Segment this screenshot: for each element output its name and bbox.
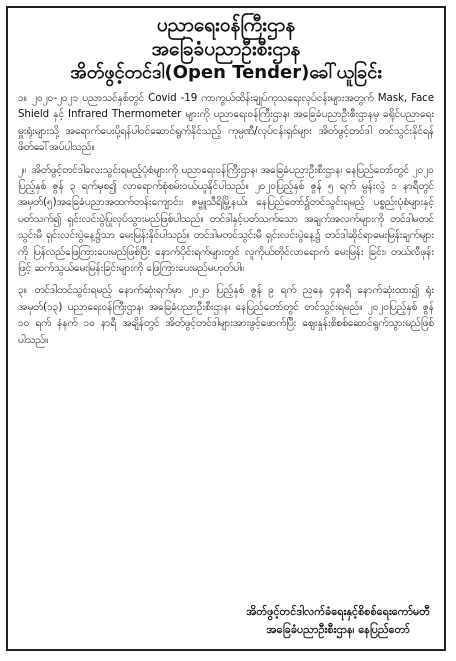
committee-name: အိတ်ဖွင့်တင်ဒါလက်ခံရေးနှင့်စိစစ်ရေးကော်မတီ bbox=[246, 605, 430, 618]
paragraph-text: အိတ်ဖွင့်တင်ဒါလေးသွင်းရမည့်ပုံစံများကို ပညာရေးဝန်ကြီးဌာန၊ အခြေခံပညာဦးစီးဌာန၊ နေပြည်တော်တွင် ၂၀၂၀ ပြည့်နှစ် ဇွန် ၃ ရက်မှစ၍ လာရောက်စုံစမ်းဝယ်ယူနိုင်ပါသည်။ ၂၀၂၀ပြည့်နှစ် ဇွန် ၅ ရက် မွန်းလွဲ ၁ နာရီတွင် အမှတ်(၅)အခြေခံပညာအထက်တန်းကျောင်း၊ ဇမ္ဗူသီရိမြို့နယ်၊ နေပြည်တော်၌တင်သွင်းရမည့် ပစ္စည်းပုံစံများနှင့်ပတ်သက်၍ ရှင်းလင်းပွဲပြုလုပ်သွားမည်ဖြစ်ပါသည်။ တင်ဒါနှင့်ပတ်သက်သော အချက်အလက်များကို တင်ဒါမတင်သွင်းမီ ရှင်းလင်းပွဲနေ့၌သာ မေးမြန်းနိုင်ပါသည်။ တင်ဒါမတင်သွင်းမီ ရှင်းလင်းပွဲနေ့၌ တင်ဒါဆိုင်ရာမေးမြန်းချက်များကို ပြန်လည်ဖြေကြားပေးမည်ဖြစ်ပြီး နောက်ပိုင်းရက်များတွင် လူကိုယ်တိုင်လာရောက် မေးမြန်း ခြင်း၊ တယ်လီဖုန်းဖြင့် ဆက်သွယ်မေးမြန်းခြင်းများကို ဖြေကြားပေးမည်မဟုတ်ပါ။ bbox=[18, 163, 434, 275]
notice-signature bbox=[246, 603, 430, 639]
department-name: အခြေခံပညာဦးစီးဌာန bbox=[151, 37, 301, 60]
ministry-name: ပညာရေးဝန်ကြီးဌာန bbox=[156, 14, 296, 36]
notice-body bbox=[18, 90, 434, 348]
paragraph-text: တင်ဒါတင်သွင်းရမည့် နောက်ဆုံးရက်မှာ ၂၀၂၀ ပြည့်နှစ် ဇွန် ၉ ရက် ညနေ ၄နာရီ နောက်ဆုံးထား၍ ရုံးအမှတ်(၁၃) ပညာရေးဝန်ကြီးဌာန၊ အခြေခံပညာဦးစီးဌာန၊ နေပြည်တော်တွင် တင်သွင်းရမည်။ ၂၀၂၀ပြည့်နှစ် ဇွန် ၁၀ ရက် နံနက် ၁၀ နာရီ အချိန်တွင် အိတ်ဖွင့်တင်ဒါများအားဖွင့်ဖောက်ပြီး ဈေးနှုန်းစိစစ်ဆောင်ရွက်သွားမည်ဖြစ်ပါသည်။ bbox=[18, 284, 434, 346]
paragraph-text: ၂၀၂၀-၂၀၂၁ ပညာသင်နှစ်တွင် Covid -19 ကာကွယ်ထိန်းချုပ်ကုသရေးလုပ်ငန်းများအတွက် Mask, Face Shield နှင့် Infrared Thermometer များကို ပညာရေးဝန်ကြီးဌာန၊ အခြေခံပညာဦးစီးဌာနမှ ခရိုင်ပညာရေးမှူးရုံးများသို့ အရောက်ပေးပို့ရန်ပါဝင်ဆောင်ရွက်နိုင်သည့် ကုမ္ပဏီ/လုပ်ငန်းရှင်များ အိတ်ဖွင့်တင်ဒါ တင်သွင်းနိုင်ရန် ဖိတ်ခေါ်အပ်ပါသည်။ bbox=[18, 92, 434, 154]
notice-title: အိတ်ဖွင့်တင်ဒါ(Open Tender)ခေါ်ယူခြင်း bbox=[70, 61, 382, 83]
paragraph-1 bbox=[18, 90, 434, 156]
paragraph-number: ၂။ bbox=[18, 163, 26, 176]
notice-header bbox=[18, 14, 434, 84]
paragraph-3 bbox=[18, 282, 434, 348]
paragraph-2 bbox=[18, 162, 434, 277]
office-name: အခြေခံပညာဦးစီးဌာန၊ နေပြည်တော် bbox=[266, 623, 410, 636]
tender-notice bbox=[6, 6, 446, 651]
paragraph-number: ၁။ bbox=[18, 92, 27, 104]
paragraph-number: ၃။ bbox=[18, 284, 27, 297]
